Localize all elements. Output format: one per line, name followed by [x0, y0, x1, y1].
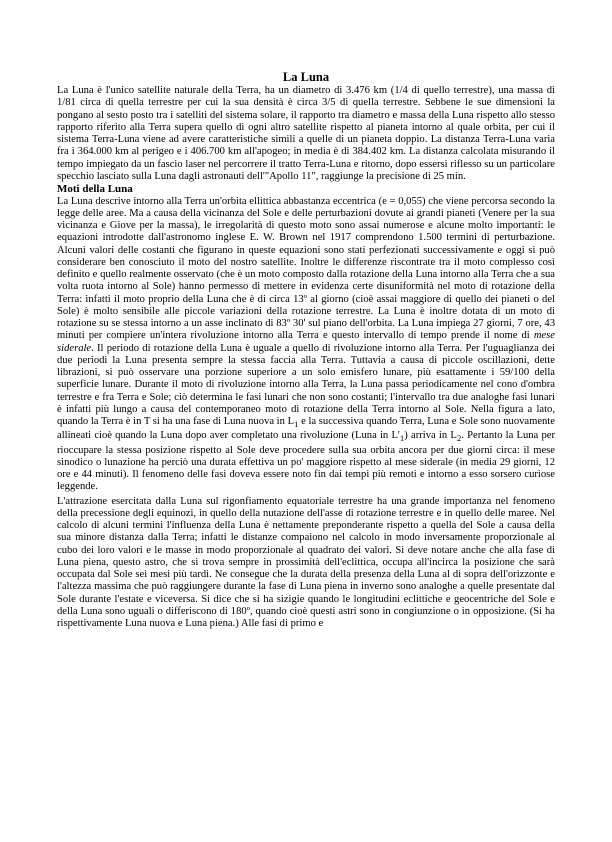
- motion-text-2: . Il periodo di rotazione della Luna è uguale a quello di rivoluzione intorno alla Terra. Per l'uguaglianza dei due periodi la Luna presenta sempre la stessa faccia alla Terra. Tuttavia a causa di piccole oscillazioni, dette librazioni, si può osservare una porzione superiore a un solo emisfero lunare, più esattamente i 59/100 della superficie lunare. Durante il moto di rivoluzione intorno alla Terra, la Luna passa periodicamente nel cono d'ombra terrestre e fra Terra e Sole; ciò determina le fasi lunari che non sono costanti; l'intervallo tra due analoghe fasi lunari è infatti più lungo a causa del contemporaneo moto di rotazione della Terra intorno al Sole. Nella figura a lato, quando la Terra è in T si ha una fase di Luna nuova in L: [57, 342, 555, 427]
- motion-text-5: . Pertanto la Luna per rioccupare la stessa posizione rispetto al Sole deve procedere sulla sua orbita ancora per due giorni circa: il mese sinodico o lunazione ha perciò una durata effettiva un po' maggiore rispetto al mese siderale (in media 29 giorni, 12 ore e 44 minuti). Il fenomeno delle fasi doveva essere noto fin dai tempi più remoti e intorno a esso sorsero curiose leggende.: [57, 430, 555, 493]
- motion-term: mese siderale: [57, 330, 555, 354]
- subscript-l1-prime: 1: [399, 433, 405, 444]
- motion-text-4: ) arriva in L: [404, 430, 457, 442]
- attraction-paragraph: L'attrazione esercitata dalla Luna sul rigonfiamento equatoriale terrestre ha una grande importanza nel fenomeno della precessione degli equinozi, in quello della nutazione dell'asse di rotazione terrestre e in quello delle maree. Nel calcolo di alcuni termini l'influenza della Luna è nettamente preponderante rispetto a quella del Sole a causa della sua minore distanza dalla Terra; infatti le distanze compaiono nel calcolo in modo inversamente proporzionale al cubo dei loro valori e le masse in modo proporzionale al quadrato dei valori. Si deve notare anche che alla fase di Luna piena, questo astro, che si trova sempre in prossimità dell'eclittica, occupa all'incirca la posizione che sarà occupata dal Sole sei mesi più tardi. Ne consegue che la durata della presenza della Luna al di sopra dell'orizzonte e l'altezza massima che può raggiungere durante la fase di Luna piena in inverno sono analoghe a quelle presentate dal Sole durante l'estate e viceversa. Si dice che si ha sizigie quando le longitudini eclittiche e geocentriche del Sole e della Luna sono uguali o differiscono di 180º, quando cioè questi astri sono in congiunzione o in opposizione. (Si ha rispettivamente Luna nuova e Luna piena.) Alle fasi di primo e: [57, 495, 555, 630]
- section-heading: Moti della Luna: [57, 183, 133, 195]
- subscript-l2: 2: [456, 433, 462, 444]
- page-title: La Luna: [282, 70, 330, 84]
- motion-paragraph: [57, 196, 555, 494]
- motion-text-3: e la successiva quando Terra, Luna e Sole sono nuovamente allineati cioè quando la Luna dopo aver completato una rivoluzione (Luna in L': [57, 416, 555, 442]
- document-page: [57, 70, 555, 630]
- subscript-l1: 1: [294, 419, 299, 430]
- intro-paragraph: La Luna è l'unico satellite naturale della Terra, ha un diametro di 3.476 km (1/4 di quello terrestre), una massa di 1/81 circa di quella terrestre per cui la sua densità è circa 3/5 di quella terrestre. Sebbene le sue dimensioni la pongano al sesto posto tra i satelliti del sistema solare, il rapporto tra diametro e massa della Luna rispetto allo stesso rapporto riferito alla Terra supera quello di ogni altro satellite rispetto al pianeta intorno al quale orbita, per cui il sistema Terra-Luna viene ad avere caratteristiche simili a quelle di un pianeta doppio. La distanza Terra-Luna varia fra i 364.000 km al perigeo e i 406.700 km all'apogeo; in media è di 384.402 km. La distanza calcolata misurando il tempo impiegato da un fascio laser nel percorrere il tratto Terra-Luna e ritorno, dopo essersi riflesso su un particolare specchio lasciato sulla Luna dagli astronauti dell'"Apollo 11", raggiunge la precisione di 25 min.: [57, 85, 555, 182]
- motion-text-1: La Luna descrive intorno alla Terra un'orbita ellittica abbastanza eccentrica (e = 0,055) che viene percorsa secondo la legge delle aree. Ma a causa della vicinanza del Sole e delle perturbazioni dovute ai grandi pianeti (Venere per la sua vicinanza e Giove per la massa), le irregolarità di questo moto sono assai numerose e alcune molto importanti: le equazioni introdotte dall'astronomo inglese E. W. Brown nel 1917 comprendono 1.500 termini di perturbazione. Alcuni valori delle costanti che figurano in queste equazioni sono stati perfezionati successivamente e oggi si può considerare ben conosciuto il moto del nostro satellite. Inoltre le differenze riscontrate tra il moto complesso così definito e quello realmente osservato (che è un moto composto dalla rotazione della Luna intorno alla Terra che a sua volta ruota intorno al Sole) hanno permesso di mettere in evidenza certe disuniformità nel moto di rotazione della Terra: infatti il moto proprio della Luna che è di circa 13º al giorno (cioè assai maggiore di quello dei pianeti o del Sole) è molto sensibile alle piccole variazioni della rotazione terrestre. La Luna è inoltre dotata di un moto di rotazione su se stessa intorno a un asse inclinato di 83º 30' sul piano dell'orbita. La Luna impiega 27 giorni, 7 ore, 43 minuti per compiere un'intera rivoluzione intorno alla Terra e questo intervallo di tempo prende il nome di: [57, 195, 555, 342]
